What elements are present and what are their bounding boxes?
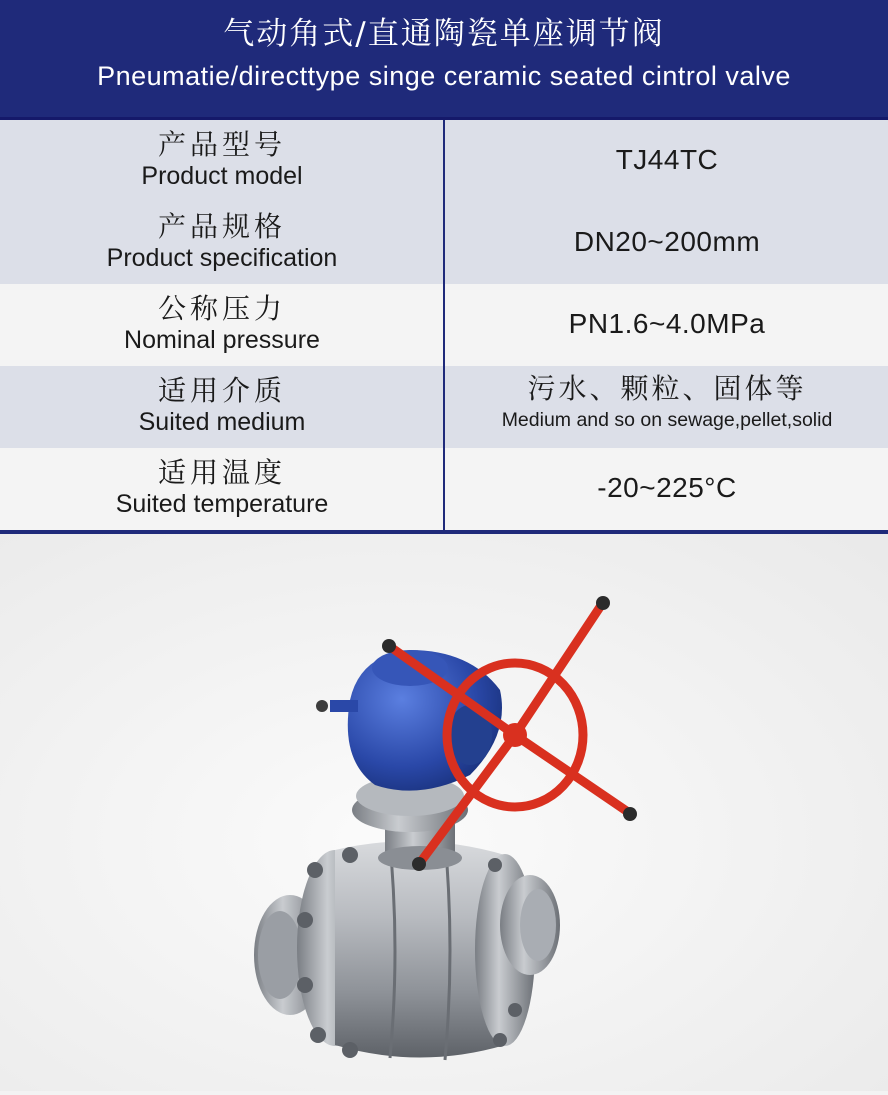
spec-value-english: Medium and so on sewage,pellet,solid [501, 409, 833, 431]
spec-value: DN20~200mm [573, 226, 761, 257]
title-banner [0, 0, 888, 120]
spec-value-cell [446, 202, 888, 284]
spec-value: -20~225°C [597, 472, 737, 503]
spec-label-english: Product specification [106, 244, 338, 272]
spec-label-cell [0, 120, 444, 202]
spec-value-cell [446, 448, 888, 530]
column-divider [443, 120, 445, 530]
spec-value: TJ44TC [615, 144, 719, 175]
title-chinese: 气动角式/直通陶瓷单座调节阀 [223, 16, 665, 52]
spec-label-english: Suited medium [138, 408, 306, 436]
valve-photo [0, 534, 888, 1091]
spec-label-english: Suited temperature [115, 490, 329, 518]
spec-value-cell [446, 120, 888, 202]
spec-value-chinese: 污水、颗粒、固体等 [527, 372, 807, 405]
spec-label-cell [0, 366, 444, 448]
spec-label-cell [0, 284, 444, 366]
spec-value: PN1.6~4.0MPa [568, 308, 766, 339]
spec-value-cell [446, 284, 888, 366]
spec-label-chinese: 适用温度 [157, 456, 286, 489]
spec-value-cell [446, 366, 888, 448]
spec-label-chinese: 产品规格 [157, 210, 286, 243]
spec-label-chinese: 适用介质 [157, 374, 286, 407]
spec-label-chinese: 产品型号 [157, 128, 286, 161]
spec-label-cell [0, 448, 444, 530]
title-english: Pneumatie/directtype singe ceramic seated cintrol valve [97, 61, 791, 91]
spec-label-cell [0, 202, 444, 284]
spec-label-english: Product model [141, 162, 303, 190]
spec-label-chinese: 公称压力 [157, 292, 286, 325]
spec-label-english: Nominal pressure [124, 326, 320, 354]
